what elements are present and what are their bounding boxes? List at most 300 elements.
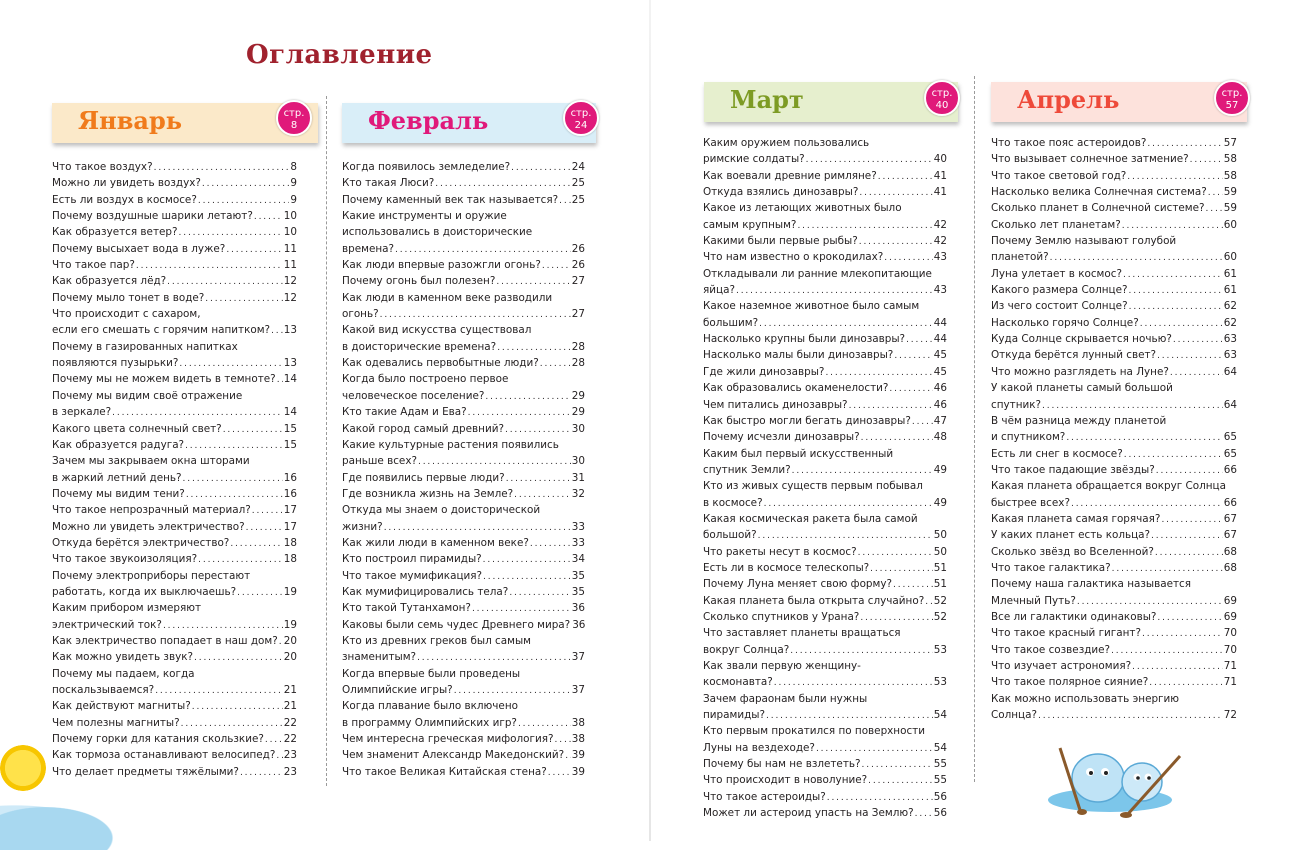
dot-leader (277, 371, 283, 387)
toc-entry (342, 666, 585, 682)
toc-entry-title: Какая планета обращается вокруг Солнца (991, 480, 1226, 493)
dot-leader (417, 649, 571, 665)
dot-leader (240, 764, 283, 780)
dot-leader (912, 413, 933, 429)
month-title-january: Январь (78, 106, 183, 135)
toc-entry-title: Откуда берётся электричество? (52, 536, 230, 549)
toc-page-number: 40 (933, 153, 947, 166)
toc-entry (703, 315, 947, 331)
toc-entry-title: большой? (703, 529, 757, 542)
toc-page-number: 58 (1223, 169, 1237, 182)
toc-entry-title: Почему каменный век так называется? (342, 193, 559, 206)
dot-leader (884, 249, 932, 265)
toc-page-number: 23 (283, 749, 297, 762)
toc-entry-title: Есть ли воздух в космосе? (52, 193, 197, 206)
toc-page-number: 17 (283, 520, 297, 533)
toc-entry-title: в программу Олимпийских игр? (342, 716, 517, 729)
toc-entry (52, 649, 297, 665)
dot-leader (859, 184, 932, 200)
toc-entry-title: спутник Земли? (703, 463, 791, 476)
toc-page-number: 10 (283, 226, 297, 239)
dot-leader (893, 576, 933, 592)
toc-entry-title: Почему мы не можем видеть в темноте? (52, 373, 276, 386)
toc-entry-title: Что такое созвездие? (991, 643, 1111, 656)
toc-entry-title: Когда было построено первое (342, 373, 509, 386)
toc-entry (52, 747, 297, 763)
toc-entry-title: Почему наша галактика называется (991, 578, 1191, 591)
dot-leader (496, 273, 570, 289)
dot-leader (1190, 151, 1223, 167)
dot-leader (915, 805, 933, 821)
dot-leader (1140, 315, 1223, 331)
dot-leader (497, 339, 571, 355)
toc-entry-title: Как электричество попадает в наш дом? (52, 634, 278, 647)
toc-entry-title: Как одевались первобытные люди? (342, 357, 539, 370)
toc-entry-title: Что такое звукоизоляция? (52, 553, 198, 566)
toc-page-number: 56 (933, 790, 947, 803)
dot-leader (1129, 298, 1223, 314)
dot-leader (186, 486, 283, 502)
toc-entry-title: вокруг Солнца? (703, 643, 790, 656)
toc-entry-title: В чём разница между планетой (991, 414, 1167, 427)
toc-entry (52, 551, 297, 567)
dot-leader (1173, 331, 1223, 347)
toc-entry (52, 241, 297, 257)
toc-entry (703, 642, 947, 658)
dot-leader (736, 282, 933, 298)
badge-label: стр. (570, 108, 592, 119)
toc-page-number: 25 (571, 177, 585, 190)
badge-page: 40 (935, 100, 949, 111)
toc-entry-title: Где возникла жизнь на Земле? (342, 487, 514, 500)
toc-list-january (52, 159, 297, 780)
toc-page-number: 59 (1223, 202, 1237, 215)
dot-leader (889, 380, 932, 396)
toc-page-number: 71 (1223, 676, 1237, 689)
toc-entry (991, 658, 1237, 674)
toc-entry (342, 208, 585, 224)
toc-page-number: 35 (571, 585, 585, 598)
toc-page-number: 27 (571, 275, 585, 288)
toc-page-number: 46 (933, 398, 947, 411)
toc-page-number: 12 (283, 291, 297, 304)
toc-entry-title: яйца? (703, 284, 735, 297)
toc-entry-title: Почему высыхает вода в луже? (52, 242, 226, 255)
toc-page-number: 39 (571, 749, 585, 762)
column-divider (974, 76, 975, 782)
dot-leader (758, 527, 933, 543)
toc-page-number: 65 (1223, 447, 1237, 460)
toc-entry-title: Млечный Путь? (991, 594, 1076, 607)
dot-leader (205, 290, 282, 306)
dot-leader (825, 364, 932, 380)
toc-entry (52, 486, 297, 502)
toc-entry (703, 397, 947, 413)
toc-entry (991, 544, 1237, 560)
toc-entry-title: Насколько велика Солнечная система? (991, 186, 1207, 199)
toc-page-number: 19 (283, 585, 297, 598)
toc-page-number: 35 (571, 569, 585, 582)
toc-entry (52, 535, 297, 551)
toc-entry (703, 740, 947, 756)
toc-entry (991, 593, 1237, 609)
toc-entry (991, 347, 1237, 363)
toc-page-number: 67 (1223, 529, 1237, 542)
toc-entry-title: Почему огонь был полезен? (342, 275, 496, 288)
toc-page-number: 16 (283, 471, 297, 484)
page-badge-february (563, 100, 599, 136)
toc-entry-title: электрический ток? (52, 618, 162, 631)
toc-page-number: 18 (283, 536, 297, 549)
toc-page-number: 45 (933, 365, 947, 378)
toc-entry-title: Как образуется лёд? (52, 275, 167, 288)
badge-page: 8 (290, 120, 298, 131)
toc-page-number: 26 (571, 259, 585, 272)
toc-entry (342, 257, 585, 273)
toc-entry (703, 151, 947, 167)
toc-entry-title: Каким оружием пользовались (703, 137, 870, 149)
toc-entry (991, 609, 1237, 625)
toc-entry (342, 617, 585, 633)
toc-entry-title: Почему электроприборы перестают (52, 569, 251, 582)
dot-leader (1127, 168, 1222, 184)
toc-entry (52, 698, 297, 714)
toc-entry-title: и спутником? (991, 431, 1066, 444)
dot-leader (252, 502, 283, 518)
toc-entry-title: Зачем мы закрываем окна шторами (52, 455, 250, 468)
toc-entry (342, 535, 585, 551)
dot-leader (1038, 707, 1223, 723)
badge-label: стр. (931, 88, 953, 99)
dot-leader (485, 388, 570, 404)
toc-page-number: 20 (283, 651, 297, 664)
toc-entry (703, 560, 947, 576)
toc-list-march (703, 135, 947, 821)
toc-entry (52, 470, 297, 486)
dot-leader (230, 535, 282, 551)
toc-entry-title: Почему воздушные шарики летают? (52, 210, 253, 223)
toc-entry (703, 364, 947, 380)
toc-page-number: 19 (283, 618, 297, 631)
toc-page-number: 23 (283, 765, 297, 778)
dot-leader (1122, 217, 1223, 233)
toc-entry (991, 707, 1237, 723)
toc-entry-title: Как люди в каменном веке разводили (342, 291, 553, 304)
toc-entry-title: Какая космическая ракета была самой (703, 512, 918, 525)
month-title-april: Апрель (1017, 85, 1120, 114)
dot-leader (764, 495, 933, 511)
toc-entry (342, 175, 585, 191)
toc-entry (703, 249, 947, 265)
dot-leader (759, 315, 933, 331)
toc-page-number: 71 (1223, 660, 1237, 672)
toc-entry (991, 429, 1237, 445)
toc-entry-title: Откуда взялись динозавры? (703, 186, 859, 199)
dot-leader (540, 355, 571, 371)
toc-entry (991, 315, 1237, 331)
toc-page-number: 70 (1223, 627, 1237, 640)
toc-entry-title: Какой вид искусства существовал (342, 324, 532, 337)
toc-entry-title: Кто построил пирамиды? (342, 553, 482, 566)
toc-entry (342, 682, 585, 698)
toc-entry-title: Какие культурные растения появились (342, 438, 559, 451)
toc-entry (703, 789, 947, 805)
toc-page-number: 30 (571, 455, 585, 468)
toc-entry-title: Какого цвета солнечный свет? (52, 422, 222, 435)
toc-entry-title: человеческое поселение? (342, 389, 485, 402)
toc-page-number: 65 (1223, 431, 1237, 444)
toc-entry-title: Как образуется радуга? (52, 438, 185, 451)
toc-entry (703, 772, 947, 788)
toc-page-number: 13 (283, 324, 297, 337)
toc-page-number: 29 (571, 389, 585, 402)
toc-page-number: 63 (1223, 349, 1237, 362)
dot-leader (271, 322, 283, 338)
toc-entry-title: Почему исчезли динозавры? (703, 431, 860, 444)
toc-entry-title: Что такое мумификация? (342, 569, 483, 582)
toc-page-number: 30 (571, 422, 585, 435)
toc-entry (703, 413, 947, 429)
toc-entry-title: Откуда мы знаем о доисторической (342, 504, 541, 517)
toc-page-number: 32 (571, 487, 585, 500)
toc-entry-title: Сколько спутников у Урана? (703, 610, 860, 623)
dot-leader (870, 560, 933, 576)
toc-entry (703, 429, 947, 445)
dot-leader (163, 617, 283, 633)
dot-leader (192, 698, 283, 714)
toc-entry (991, 462, 1237, 478)
toc-entry (703, 462, 947, 478)
toc-page-number: 25 (571, 193, 585, 206)
dot-leader (1071, 495, 1223, 511)
toc-entry (703, 478, 947, 494)
dot-leader (559, 192, 571, 208)
toc-entry-title: Почему мы видим своё отражение (52, 389, 243, 402)
toc-entry-title: Как мумифицировались тела? (342, 585, 509, 598)
dot-leader (154, 159, 290, 175)
toc-page-number: 37 (571, 651, 585, 664)
dot-leader (518, 715, 571, 731)
badge-label: стр. (283, 108, 305, 119)
toc-list-february (342, 159, 585, 780)
toc-entry (52, 273, 297, 289)
toc-entry-title: Когда появилось земледелие? (342, 161, 511, 173)
toc-entry (991, 446, 1237, 462)
toc-entry-title: Какого размера Солнце? (991, 284, 1128, 297)
toc-entry-title: Что происходит с сахаром, (52, 308, 201, 321)
dot-leader (1129, 282, 1223, 298)
toc-entry (703, 233, 947, 249)
toc-entry (52, 371, 297, 387)
dot-leader (548, 764, 571, 780)
dot-leader (505, 421, 571, 437)
dot-leader (112, 404, 283, 420)
toc-entry-title: Солнца? (991, 709, 1038, 722)
toc-entry (52, 617, 297, 633)
toc-page-number: 66 (1223, 496, 1237, 509)
toc-entry-title: пирамиды? (703, 709, 766, 722)
dot-leader (1155, 544, 1223, 560)
toc-entry (703, 527, 947, 543)
toc-entry (703, 200, 947, 216)
toc-entry (703, 135, 947, 151)
toc-entry-title: спутник? (991, 398, 1042, 411)
toc-entry (991, 576, 1237, 592)
toc-page-number: 42 (933, 218, 947, 231)
toc-entry-title: Сколько лет планетам? (991, 218, 1121, 231)
toc-entry (342, 404, 585, 420)
toc-entry-title: Что такое падающие звёзды? (991, 463, 1155, 476)
toc-entry-title: Откладывали ли ранние млекопитающие (703, 267, 932, 280)
toc-entry-title: Луна улетает в космос? (991, 267, 1122, 280)
toc-entry-title: Какая планета была открыта случайно? (703, 594, 925, 607)
page-badge-march (924, 80, 960, 116)
toc-entry-title: Каковы были семь чудес Древнего мира? (342, 618, 571, 631)
dot-leader (1161, 511, 1222, 527)
toc-entry-title: Что такое Великая Китайская стена? (342, 765, 547, 778)
toc-entry (991, 478, 1237, 494)
toc-entry (703, 609, 947, 625)
dot-leader (1208, 184, 1223, 200)
toc-entry (703, 544, 947, 560)
dot-leader (509, 584, 570, 600)
toc-page-number: 18 (283, 553, 297, 566)
toc-entry (52, 600, 297, 616)
toc-entry-title: Что изучает астрономия? (991, 660, 1132, 672)
dot-leader (511, 159, 571, 175)
toc-page-number: 24 (571, 161, 585, 173)
toc-page-number: 62 (1223, 300, 1237, 313)
toc-entry-title: Где жили динозавры? (703, 365, 825, 378)
dot-leader (1077, 593, 1223, 609)
toc-page-number: 11 (283, 242, 297, 255)
toc-page-number: 61 (1223, 267, 1237, 280)
toc-page-number: 72 (1223, 709, 1237, 722)
toc-entry (52, 453, 297, 469)
toc-page-number: 69 (1223, 610, 1237, 623)
toc-page-number: 36 (572, 618, 586, 631)
toc-entry-title: Кто из древних греков был самым (342, 634, 531, 647)
dot-leader (1123, 266, 1223, 282)
toc-page-number: 60 (1223, 218, 1237, 231)
toc-page-number: 49 (933, 496, 947, 509)
toc-entry-title: Какая планета самая горячая? (991, 512, 1161, 525)
toc-entry-title: Когда плавание было включено (342, 700, 518, 713)
toc-page-number: 47 (933, 414, 947, 427)
toc-entry (703, 495, 947, 511)
toc-page-number: 20 (283, 634, 297, 647)
toc-entry (991, 184, 1237, 200)
toc-entry (52, 421, 297, 437)
toc-entry (991, 674, 1237, 690)
toc-page-number: 41 (933, 186, 947, 199)
toc-entry-title: Из чего состоит Солнце? (991, 300, 1128, 313)
toc-entry-title: Кто такая Люси? (342, 177, 435, 190)
toc-page-number: 68 (1223, 561, 1237, 574)
toc-entry-title: использовались в доисторические (342, 226, 533, 239)
toc-list-april (991, 135, 1237, 723)
toc-entry-title: Как тормоза останавливают велосипед? (52, 749, 276, 762)
toc-page-number: 10 (283, 210, 297, 223)
dot-leader (565, 747, 571, 763)
toc-page-number: 21 (283, 700, 297, 713)
toc-page-number: 21 (283, 684, 297, 696)
toc-page-number: 54 (933, 709, 947, 722)
toc-entry (991, 282, 1237, 298)
toc-page-number: 12 (283, 275, 297, 288)
toc-entry (703, 576, 947, 592)
toc-entry-title: Почему Луна меняет свою форму? (703, 578, 893, 591)
toc-entry-title: самым крупным? (703, 218, 797, 231)
dot-leader (483, 568, 571, 584)
toc-entry-title: Как можно увидеть звук? (52, 651, 194, 664)
toc-entry (342, 715, 585, 731)
toc-entry-title: Каким был первый искусственный (703, 447, 894, 460)
month-title-march: Март (730, 85, 804, 114)
toc-entry-title: поскальзываемся? (52, 684, 155, 696)
toc-entry (342, 322, 585, 338)
toc-entry (52, 633, 297, 649)
dot-leader (380, 306, 571, 322)
dot-leader (555, 731, 571, 747)
toc-page-number: 53 (933, 676, 947, 689)
toc-entry (342, 698, 585, 714)
toc-entry (342, 600, 585, 616)
dot-leader (254, 208, 283, 224)
toc-entry-title: раньше всех? (342, 455, 417, 468)
dot-leader (183, 470, 283, 486)
toc-entry-title: Какое из летающих животных было (703, 202, 902, 215)
toc-entry (342, 486, 585, 502)
toc-entry (991, 560, 1237, 576)
dot-leader (1157, 347, 1223, 363)
toc-page-number: 66 (1223, 463, 1237, 476)
toc-entry (52, 159, 297, 175)
toc-entry-title: Все ли галактики одинаковы? (991, 610, 1157, 623)
toc-entry (342, 551, 585, 567)
dot-leader (878, 168, 933, 184)
dot-leader (806, 151, 933, 167)
toc-entry (52, 257, 297, 273)
toc-page-number: 57 (1223, 137, 1237, 149)
toc-entry-title: Как быстро могли бегать динозавры? (703, 414, 911, 427)
toc-page-number: 46 (933, 382, 947, 395)
toc-page-number: 49 (933, 463, 947, 476)
toc-entry (342, 339, 585, 355)
toc-entry (703, 511, 947, 527)
dot-leader (185, 437, 283, 453)
toc-entry-title: большим? (703, 316, 759, 329)
toc-page-number: 53 (933, 643, 947, 656)
dot-leader (179, 355, 282, 371)
dot-leader (226, 241, 282, 257)
dot-leader (237, 584, 283, 600)
dot-leader (179, 224, 283, 240)
toc-entry-title: в доисторические времена? (342, 340, 497, 353)
toc-entry-title: Что заставляет планеты вращаться (703, 627, 901, 640)
toc-entry (342, 192, 585, 208)
toc-entry-title: появляются пузырьки? (52, 357, 179, 370)
toc-entry-title: Почему бы нам не взлететь? (703, 758, 861, 771)
toc-page-number: 60 (1223, 251, 1237, 264)
toc-entry-title: Что такое галактика? (991, 561, 1111, 574)
dot-leader (861, 429, 933, 445)
dot-leader (849, 397, 933, 413)
toc-page-number: 39 (571, 765, 585, 778)
dot-leader (790, 642, 933, 658)
dot-leader (1111, 642, 1223, 658)
toc-entry-title: Что ракеты несут в космос? (703, 545, 857, 558)
